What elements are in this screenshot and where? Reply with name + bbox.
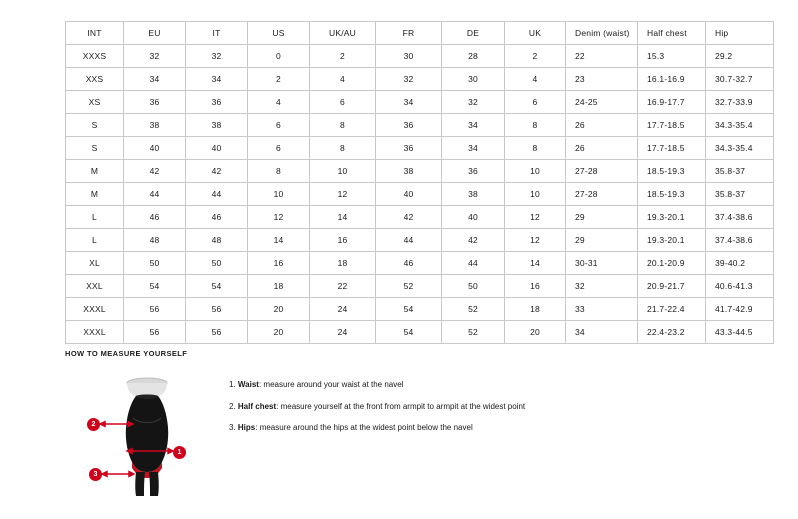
table-body — [66, 45, 774, 344]
table-cell: 35.8-37 — [706, 183, 774, 206]
table-header-cell: IT — [186, 22, 248, 45]
table-header-cell: UK/AU — [310, 22, 376, 45]
table-cell: 42 — [376, 206, 442, 229]
table-cell: 52 — [376, 275, 442, 298]
table-header-cell: UK — [505, 22, 566, 45]
table-cell: 38 — [376, 160, 442, 183]
table-cell: 29 — [566, 206, 638, 229]
measure-step — [229, 423, 525, 433]
table-cell: 4 — [505, 68, 566, 91]
table-cell: 32 — [124, 45, 186, 68]
measure-step-number: 2. — [229, 401, 238, 411]
table-row — [66, 137, 774, 160]
table-cell: 38 — [186, 114, 248, 137]
table-cell: 27-28 — [566, 183, 638, 206]
table-row — [66, 45, 774, 68]
table-cell: 54 — [186, 275, 248, 298]
table-row — [66, 298, 774, 321]
table-cell: 34 — [186, 68, 248, 91]
table-cell: M — [66, 183, 124, 206]
table-cell: 16 — [505, 275, 566, 298]
table-cell: 38 — [124, 114, 186, 137]
table-cell: XXXL — [66, 321, 124, 344]
table-cell: 21.7-22.4 — [638, 298, 706, 321]
table-cell: 20.1-20.9 — [638, 252, 706, 275]
table-cell: XXXL — [66, 298, 124, 321]
mannequin-svg — [87, 372, 207, 497]
table-cell: 44 — [376, 229, 442, 252]
table-header-cell: Hip — [706, 22, 774, 45]
table-cell: 14 — [505, 252, 566, 275]
table-cell: 26 — [566, 114, 638, 137]
how-to-measure-body — [65, 368, 765, 497]
how-to-measure-title: HOW TO MEASURE YOURSELF — [65, 349, 188, 358]
table-cell: 14 — [310, 206, 376, 229]
table-cell: 50 — [186, 252, 248, 275]
table-cell: 10 — [310, 160, 376, 183]
table-row — [66, 68, 774, 91]
table-cell: 50 — [442, 275, 505, 298]
table-cell: 46 — [124, 206, 186, 229]
table-cell: 34 — [376, 91, 442, 114]
measure-step-term: Hips — [237, 423, 256, 433]
table-cell: 34.3-35.4 — [706, 137, 774, 160]
table-cell: 2 — [310, 45, 376, 68]
table-cell: 34 — [124, 68, 186, 91]
table-header-cell: INT — [66, 22, 124, 45]
table-cell: 16 — [248, 252, 310, 275]
table-row — [66, 229, 774, 252]
table-cell: 48 — [124, 229, 186, 252]
table-cell: 44 — [124, 183, 186, 206]
table-cell: 16.1-16.9 — [638, 68, 706, 91]
table-header-cell: Denim (waist) — [566, 22, 638, 45]
table-cell: 10 — [248, 183, 310, 206]
table-cell: 4 — [248, 91, 310, 114]
table-cell: 8 — [505, 137, 566, 160]
table-cell: 36 — [442, 160, 505, 183]
table-cell: 40 — [124, 137, 186, 160]
table-cell: 54 — [376, 298, 442, 321]
table-row — [66, 252, 774, 275]
table-cell: XXS — [66, 68, 124, 91]
table-cell: 40 — [376, 183, 442, 206]
table-cell: 35.8-37 — [706, 160, 774, 183]
table-header-cell: FR — [376, 22, 442, 45]
table-cell: 20 — [248, 321, 310, 344]
table-cell: 32 — [442, 91, 505, 114]
badge-half-chest: 2 — [87, 418, 100, 431]
table-cell: 0 — [248, 45, 310, 68]
table-cell: 33 — [566, 298, 638, 321]
table-cell: 50 — [124, 252, 186, 275]
table-cell: 30 — [442, 68, 505, 91]
table-cell: 56 — [186, 321, 248, 344]
table-cell: S — [66, 137, 124, 160]
table-row — [66, 183, 774, 206]
table-cell: 44 — [442, 252, 505, 275]
table-cell: 20 — [505, 321, 566, 344]
table-cell: 20.9-21.7 — [638, 275, 706, 298]
table-cell: 18 — [505, 298, 566, 321]
table-cell: 17.7-18.5 — [638, 137, 706, 160]
table-cell: S — [66, 114, 124, 137]
table-cell: 22 — [310, 275, 376, 298]
table-cell: 46 — [376, 252, 442, 275]
table-cell: 24-25 — [566, 91, 638, 114]
table-cell: 54 — [124, 275, 186, 298]
table-cell: 8 — [505, 114, 566, 137]
measure-step — [229, 380, 525, 390]
table-cell: 27-28 — [566, 160, 638, 183]
measure-step-text: : measure around your waist at the navel — [258, 380, 404, 389]
table-cell: 32 — [376, 68, 442, 91]
table-cell: M — [66, 160, 124, 183]
badge-hips: 3 — [89, 468, 102, 481]
table-cell: 41.7-42.9 — [706, 298, 774, 321]
table-cell: 14 — [248, 229, 310, 252]
table-cell: 56 — [124, 298, 186, 321]
table-cell: 12 — [505, 206, 566, 229]
table-header-cell: DE — [442, 22, 505, 45]
table-cell: 52 — [442, 321, 505, 344]
measure-step-number: 3. — [229, 423, 238, 433]
table-cell: 29 — [566, 229, 638, 252]
table-cell: 34 — [442, 114, 505, 137]
table-cell: 24 — [310, 298, 376, 321]
table-cell: 40 — [186, 137, 248, 160]
table-header-cell: Half chest — [638, 22, 706, 45]
table-header-row — [66, 22, 774, 45]
table-cell: 6 — [248, 114, 310, 137]
table-header-cell: US — [248, 22, 310, 45]
table-header-cell: EU — [124, 22, 186, 45]
table-cell: 6 — [505, 91, 566, 114]
how-to-measure-section — [65, 349, 765, 497]
table-cell: 42 — [186, 160, 248, 183]
table-cell: 36 — [376, 137, 442, 160]
table-cell: 32 — [186, 45, 248, 68]
table-cell: 34 — [442, 137, 505, 160]
table-cell: 44 — [186, 183, 248, 206]
table-cell: 8 — [310, 114, 376, 137]
table-cell: 18 — [310, 252, 376, 275]
table-cell: 30 — [376, 45, 442, 68]
table-cell: L — [66, 229, 124, 252]
table-cell: 40 — [442, 206, 505, 229]
table-cell: 26 — [566, 137, 638, 160]
table-cell: 38 — [442, 183, 505, 206]
table-cell: 12 — [248, 206, 310, 229]
table-cell: 37.4-38.6 — [706, 206, 774, 229]
table-row — [66, 160, 774, 183]
measure-steps — [229, 380, 525, 445]
table-cell: 6 — [310, 91, 376, 114]
table-row — [66, 91, 774, 114]
table-cell: XL — [66, 252, 124, 275]
table-cell: 36 — [186, 91, 248, 114]
measure-step-term: Waist — [237, 380, 259, 389]
table-cell: 56 — [186, 298, 248, 321]
table-cell: 30-31 — [566, 252, 638, 275]
table-cell: 16 — [310, 229, 376, 252]
table-cell: 22.4-23.2 — [638, 321, 706, 344]
table-cell: 2 — [505, 45, 566, 68]
table-cell: 16.9-17.7 — [638, 91, 706, 114]
table-cell: 32.7-33.9 — [706, 91, 774, 114]
table-cell: 18.5-19.3 — [638, 183, 706, 206]
measure-step-term: Half chest — [237, 401, 277, 411]
table-cell: 18.5-19.3 — [638, 160, 706, 183]
table-row — [66, 321, 774, 344]
table-cell: 39-40.2 — [706, 252, 774, 275]
table-cell: 30.7-32.7 — [706, 68, 774, 91]
table-cell: 43.3-44.5 — [706, 321, 774, 344]
table-cell: 23 — [566, 68, 638, 91]
table-cell: 29.2 — [706, 45, 774, 68]
table-cell: 22 — [566, 45, 638, 68]
table-cell: 54 — [376, 321, 442, 344]
table-cell: XXXS — [66, 45, 124, 68]
table-cell: 36 — [124, 91, 186, 114]
table-cell: 19.3-20.1 — [638, 206, 706, 229]
mannequin-illustration — [87, 372, 207, 497]
table-cell: 17.7-18.5 — [638, 114, 706, 137]
table-cell: 36 — [376, 114, 442, 137]
measure-step — [229, 402, 525, 412]
table-cell: 18 — [248, 275, 310, 298]
table-cell: 12 — [310, 183, 376, 206]
table-cell: 8 — [248, 160, 310, 183]
table-cell: XS — [66, 91, 124, 114]
table-cell: 34.3-35.4 — [706, 114, 774, 137]
table-cell: 19.3-20.1 — [638, 229, 706, 252]
table-cell: L — [66, 206, 124, 229]
table-cell: XXL — [66, 275, 124, 298]
table-row — [66, 206, 774, 229]
table-cell: 10 — [505, 160, 566, 183]
table-cell: 10 — [505, 183, 566, 206]
table-cell: 15.3 — [638, 45, 706, 68]
table-cell: 8 — [310, 137, 376, 160]
table-cell: 24 — [310, 321, 376, 344]
table-cell: 48 — [186, 229, 248, 252]
table-cell: 56 — [124, 321, 186, 344]
table-cell: 37.4-38.6 — [706, 229, 774, 252]
measure-step-text: : measure around the hips at the widest point below the navel — [255, 423, 473, 433]
table-cell: 28 — [442, 45, 505, 68]
measure-step-text: : measure yourself at the front from armpit to armpit at the widest point — [276, 401, 526, 411]
badge-waist: 1 — [173, 446, 186, 459]
table-row — [66, 275, 774, 298]
table-cell: 46 — [186, 206, 248, 229]
measure-step-number: 1. — [229, 380, 238, 389]
table-cell: 34 — [566, 321, 638, 344]
table-cell: 4 — [310, 68, 376, 91]
table-cell: 32 — [566, 275, 638, 298]
table-row — [66, 114, 774, 137]
table-cell: 12 — [505, 229, 566, 252]
table-cell: 40.6-41.3 — [706, 275, 774, 298]
table-cell: 20 — [248, 298, 310, 321]
table-cell: 2 — [248, 68, 310, 91]
table-cell: 6 — [248, 137, 310, 160]
table-cell: 52 — [442, 298, 505, 321]
table-cell: 42 — [124, 160, 186, 183]
size-table-container — [65, 21, 753, 344]
size-table — [65, 21, 774, 344]
table-cell: 42 — [442, 229, 505, 252]
